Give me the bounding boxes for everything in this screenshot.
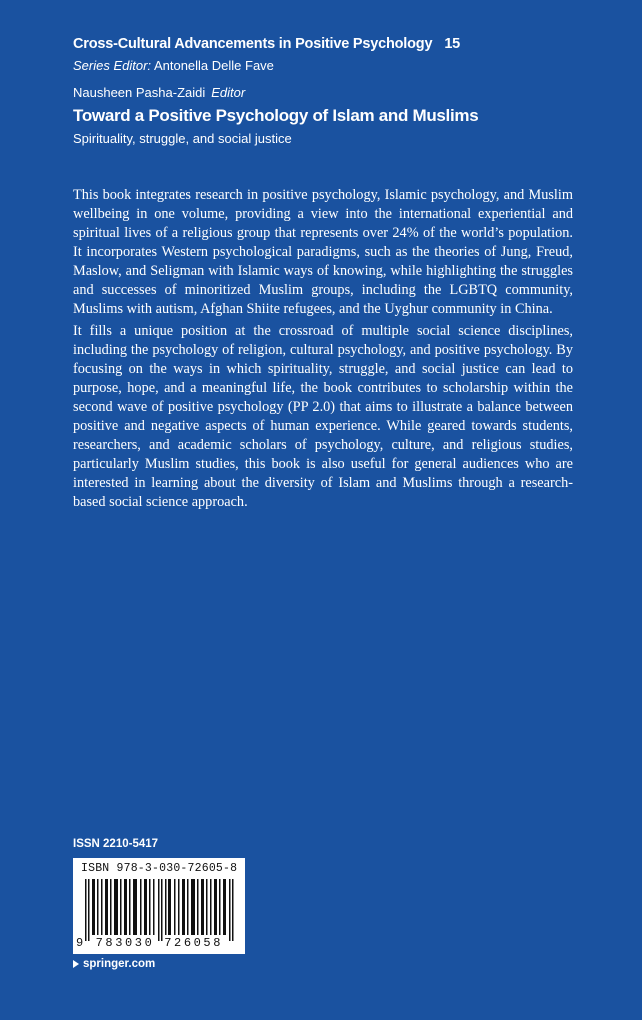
barcode-bars-icon — [85, 879, 237, 941]
book-editor — [73, 85, 245, 100]
issn-number: ISSN 2210-5417 — [73, 838, 159, 850]
play-arrow-icon — [73, 960, 79, 968]
blurb-paragraph: It fills a unique position at the crossroad of multiple social science disciplines, including the psychology of religion, cultural psychology, and positive psychology. By focusing on the ways in which spirituality, struggle, and social justice can lead to purpose, hope, and a meaningful life, the book contributes to scholarship within the second wave of positive psychology (PP 2.0) that aims to illustrate a balance between positive and negative aspects of human experience. While geared towards students, researchers, and academic scholars of psychology, culture, and religious studies, particularly Muslim studies, this book is also useful for general audiences who are interested in learning about the diversity of Islam and Muslims through a research-based social science approach. — [73, 323, 573, 510]
book-title: Toward a Positive Psychology of Islam and Muslims — [73, 106, 479, 125]
publisher-link-text[interactable]: springer.com — [83, 958, 156, 970]
series-editor — [73, 58, 274, 73]
series-editor-label: Series Editor: — [73, 58, 152, 73]
series-title — [73, 36, 460, 52]
ean-digits: 9 783030 726058 — [76, 936, 224, 950]
isbn-barcode — [73, 858, 245, 954]
isbn-number: ISBN 978-3-030-72605-8 — [81, 862, 238, 875]
series-volume: 15 — [444, 36, 461, 52]
book-editor-name: Nausheen Pasha-Zaidi — [73, 85, 206, 100]
blurb-paragraph: This book integrates research in positive psychology, Islamic psychology, and Muslim wellbeing in one volume, providing a view into the international experiential and spiritual lives of a religious group that represents over 24% of the world’s population. It incorporates Western psychological paradigms, such as the theories of Jung, Freud, Maslow, and Seligman with Islamic ways of knowing, while highlighting the struggles and successes of minoritized Muslim groups, including the LGBTQ community, Muslims with autism, Afghan Shiite refugees, and the Uyghur community in China. — [73, 187, 573, 317]
series-editor-name: Antonella Delle Fave — [153, 58, 274, 73]
series-name: Cross-Cultural Advancements in Positive Psychology — [73, 36, 433, 52]
book-subtitle: Spirituality, struggle, and social justice — [73, 131, 292, 146]
publisher-link[interactable] — [73, 958, 155, 970]
book-editor-role: Editor — [211, 85, 246, 100]
